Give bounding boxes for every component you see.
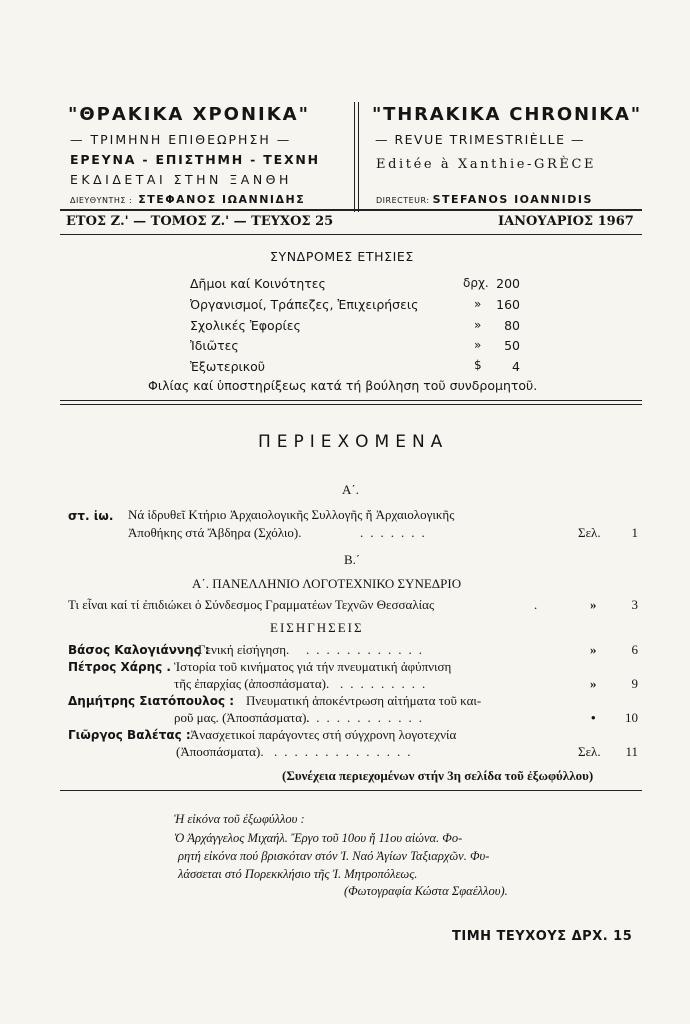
cover-note-line: Ὁ Ἀρχάγγελος Μιχαήλ. Ἔργο τοῦ 10ου ἤ 11ου αἰώνα. Φο- xyxy=(174,831,463,845)
page-number: 9 xyxy=(631,676,638,691)
subscription-value: 200 xyxy=(496,276,520,291)
congress-heading: Α΄. ΠΑΝΕΛΛΗΝΙΟ ΛΟΓΟΤΕΧΝΙΚΟ ΣΥΝΕΔΡΙΟ xyxy=(192,576,462,591)
dot-leader: ....... xyxy=(360,525,432,540)
page-label: Σελ. xyxy=(578,525,601,540)
toc-title-cont: ροῦ μας. (Ἀποσπάσματα). xyxy=(174,710,310,725)
rule-top xyxy=(60,209,642,211)
section-heading-a: Α΄. xyxy=(342,482,359,497)
toc-title: Ἀνασχετικοί παράγοντες στή σύγχρονη λογοτεχνία xyxy=(190,727,457,742)
toc-title: Νά ἱδρυθεῖ Κτήριο Ἀρχαιολογικῆς Συλλογῆς ἤ Ἀρχαιολογικῆς xyxy=(128,507,455,522)
page-number: 11 xyxy=(625,744,638,759)
toc-title-cont: Ἀποθήκης στά Ἄβδηρα (Σχόλιο). xyxy=(128,525,302,540)
toc-author: στ. ἰω. xyxy=(68,509,114,523)
masthead-divider xyxy=(354,102,355,212)
issue-volume: ΕΤΟΣ Ζ.' — ΤΟΜΟΣ Ζ.' — ΤΕΥΧΟΣ 25 xyxy=(66,214,334,229)
subscription-value: 4 xyxy=(512,359,520,374)
director-label: DIRECTEUR: xyxy=(376,196,430,205)
page-number: 1 xyxy=(631,525,638,540)
issue-date: ΙΑΝΟΥΑΡΙΟΣ 1967 xyxy=(498,214,634,229)
toc-title-cont: (Ἀποσπάσματα). xyxy=(176,744,264,759)
masthead-fields: ΕΡΕΥΝΑ - ΕΠΙΣΤΗΜΗ - ΤΕΧΝΗ xyxy=(70,152,320,167)
photo-credit: (Φωτογραφία Κώστα Σφαέλλου). xyxy=(344,884,508,898)
subscription-currency: » xyxy=(474,297,482,311)
toc-author: Πέτρος Χάρης . xyxy=(68,660,171,674)
subscription-label: Δῆμοι καί Κοινότητες xyxy=(190,276,326,291)
page-number: 10 xyxy=(625,710,638,725)
cover-note-line: ρητή εἰκόνα πού βρισκόταν στόν Ἰ. Ναό Ἀγίων Ταξιαρχῶν. Φυ- xyxy=(178,849,490,863)
director-name: ΣΤΕΦΑΝΟΣ ΙΩΑΝΝΙΔΗΣ xyxy=(138,193,306,206)
masthead-director-greek xyxy=(70,193,305,206)
rule-subscriptions xyxy=(60,400,642,401)
subscription-value: 50 xyxy=(504,338,520,353)
toc-title: Πνευματική ἀποκέντρωση αἰτήματα τοῦ και- xyxy=(246,693,482,708)
rule-bottom xyxy=(60,234,642,235)
cover-note-heading: Ἡ εἰκόνα τοῦ ἐξωφύλλου : xyxy=(174,812,305,826)
masthead-divider xyxy=(358,102,359,212)
dot-leader: ............ xyxy=(306,710,429,725)
toc-author: Δημήτρης Σιατόπουλος : xyxy=(68,694,235,708)
subscription-label: Σχολικές Ἐφορίες xyxy=(190,318,301,333)
subscription-value: 160 xyxy=(496,297,520,312)
toc-title: Τι εἶναι καί τί ἐπιδιώκει ὁ Σύνδεσμος Γραμματέων Τεχνῶν Θεσσαλίας xyxy=(68,597,435,612)
masthead-place-latin: Editée à Xanthie-GRÈCE xyxy=(376,157,597,172)
dot-leader: .............. xyxy=(274,744,418,759)
dot-leader: . xyxy=(534,597,545,612)
masthead-title-latin: "THRAKIKA CHRONIKA" xyxy=(372,104,642,125)
director-label: ΔΙΕΥΘΥΝΤΗΣ : xyxy=(70,196,133,205)
subscription-value: 80 xyxy=(504,318,520,333)
subscription-currency: δρχ. xyxy=(463,276,489,290)
contents-continued: (Συνέχεια περιεχομένων στήν 3η σελίδα τοῦ ἐξωφύλλου) xyxy=(282,768,594,783)
toc-title: Ἱστορία τοῦ κινήματος γιά τήν πνευματική ἀφύπνιση xyxy=(174,659,452,674)
subscription-label: Ἐξωτερικοῦ xyxy=(190,359,266,374)
rule-subscriptions xyxy=(60,404,642,405)
toc-title: Γενική εἰσήγηση. xyxy=(198,642,290,657)
dot-leader: ............ xyxy=(306,642,429,657)
masthead-place-greek: ΕΚΔΙΔΕΤΑΙ ΣΤΗΝ ΞΑΝΘΗ xyxy=(70,172,292,187)
reports-heading: ΕΙΣΗΓΗΣΕΙΣ xyxy=(270,620,364,635)
ditto-mark: » xyxy=(590,642,597,657)
section-heading-b: Β.΄ xyxy=(344,552,361,567)
contents-title: ΠΕΡΙΕΧΟΜΕΝΑ xyxy=(258,432,449,452)
subscriptions-note: Φιλίας καί ὑποστηρίξεως κατά τή βούληση τοῦ συνδρομητοῦ. xyxy=(148,378,538,393)
masthead-title-greek: "ΘΡΑΚΙΚΑ ΧΡΟΝΙΚΑ" xyxy=(68,104,310,125)
ditto-mark: » xyxy=(590,597,597,612)
toc-author: Γιῶργος Βαλέτας : xyxy=(68,728,191,742)
rule-contents-end xyxy=(60,790,642,791)
page-number: 3 xyxy=(631,597,638,612)
page-label: Σελ. xyxy=(578,744,601,759)
subscription-label: Ὀργανισμοί, Τράπεζες, Ἐπιχειρήσεις xyxy=(190,297,419,312)
cover-note-line: λάσσεται στό Πορεκκλήσιο τῆς Ἰ. Μητροπόλεως. xyxy=(178,867,418,881)
subscription-currency: » xyxy=(474,318,482,332)
ditto-mark: » xyxy=(590,676,597,691)
toc-author: Βάσος Καλογιάννης : xyxy=(68,643,210,657)
masthead-director-latin xyxy=(376,193,593,206)
director-name: STEFANOS IOANNIDIS xyxy=(432,193,593,206)
subscription-currency: » xyxy=(474,338,482,352)
subscriptions-heading: ΣΥΝΔΡΟΜΕΣ ΕΤΗΣΙΕΣ xyxy=(270,249,414,264)
issue-price: ΤΙΜΗ ΤΕΥΧΟΥΣ ΔΡΧ. 15 xyxy=(452,929,633,944)
masthead-subtitle-greek: — ΤΡΙΜΗΝΗ ΕΠΙΘΕΩΡΗΣΗ — xyxy=(70,132,292,147)
masthead-subtitle-latin: — REVUE TRIMESTRIÈLLE — xyxy=(375,132,585,147)
ditto-mark: • xyxy=(591,710,596,725)
subscription-label: Ἰδιῶτες xyxy=(190,338,239,353)
toc-title-cont: τῆς ἐπαρχίας (ἀποσπάσματα). xyxy=(174,676,330,691)
page-number: 6 xyxy=(631,642,638,657)
subscription-currency: $ xyxy=(474,358,482,372)
dot-leader: ......... xyxy=(340,676,433,691)
